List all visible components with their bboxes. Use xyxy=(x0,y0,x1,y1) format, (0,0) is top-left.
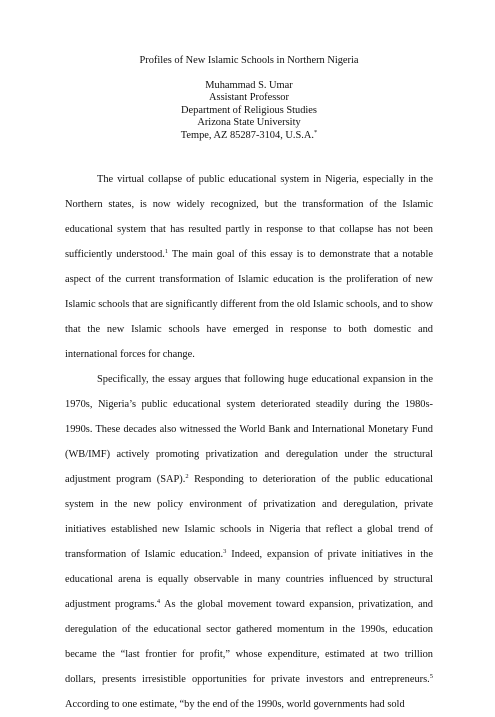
author-address: Tempe, AZ 85287-3104, U.S.A. xyxy=(180,129,314,141)
text-run: The virtual collapse of public educational system in Nigeria, especially in the Northern states, is now widely recognized, but the transformation of the Islamic educational system that has resulted partly in response to that collapse has not been sufficiently understood. xyxy=(65,173,433,260)
text-run: The main goal of this essay is to demonstrate that a notable aspect of the current transformation of Islamic education is the proliferation of new Islamic schools that are significantly different from the old Islamic schools, and to show that the new Islamic schools have emerged in response to both domestic and international forces for change. xyxy=(65,248,433,360)
author-footnote-mark: * xyxy=(313,128,318,136)
body-text xyxy=(65,167,433,717)
text-run: According to one estimate, “by the end of the 1990s, world governments had sold xyxy=(65,698,405,710)
author-address-line xyxy=(65,130,433,143)
body-paragraph xyxy=(65,367,433,717)
text-run: As the global movement toward expansion, privatization, and deregulation of the educational sector gathered momentum in the 1990s, education became the “last frontier for profit,” whose expenditure, estimated at two trillion dollars, presents irresistible opportunities for private investors and entrepreneurs. xyxy=(65,598,433,685)
author-position: Assistant Professor xyxy=(209,92,289,104)
author-university: Arizona State University xyxy=(197,117,301,129)
body-paragraph xyxy=(65,167,433,367)
footnote-reference[interactable]: 3 xyxy=(223,547,227,555)
author-name: Muhammad S. Umar xyxy=(205,79,293,91)
author-block xyxy=(65,80,433,143)
text-run: Indeed, expansion of private initiatives in the educational arena is equally observable in many countries influenced by structural adjustment programs. xyxy=(65,548,433,610)
author-department: Department of Religious Studies xyxy=(181,104,317,116)
title-block xyxy=(65,55,433,143)
text-run: Responding to deterioration of the public educational system in the new policy environment of privatization and deregulation, private initiatives established new Islamic schools in Nigeria that reflect a global trend of transformation of Islamic education. xyxy=(65,473,433,560)
footnote-reference[interactable]: 5 xyxy=(429,672,433,680)
paper-title: Profiles of New Islamic Schools in Northern Nigeria xyxy=(139,55,359,66)
document-page xyxy=(0,55,495,710)
footnote-reference[interactable]: 4 xyxy=(156,597,161,605)
text-run: Specifically, the essay argues that following huge educational expansion in the 1970s, Nigeria’s public educational system deteriorated steadily during the 1980s-1990s. These decades also witnessed the World Bank and International Monetary Fund (WB/IMF) actively promoting privatization and deregulation under the structural adjustment program (SAP). xyxy=(65,373,433,485)
footnote-reference[interactable]: 2 xyxy=(185,472,189,480)
footnote-reference[interactable]: 1 xyxy=(164,247,169,255)
